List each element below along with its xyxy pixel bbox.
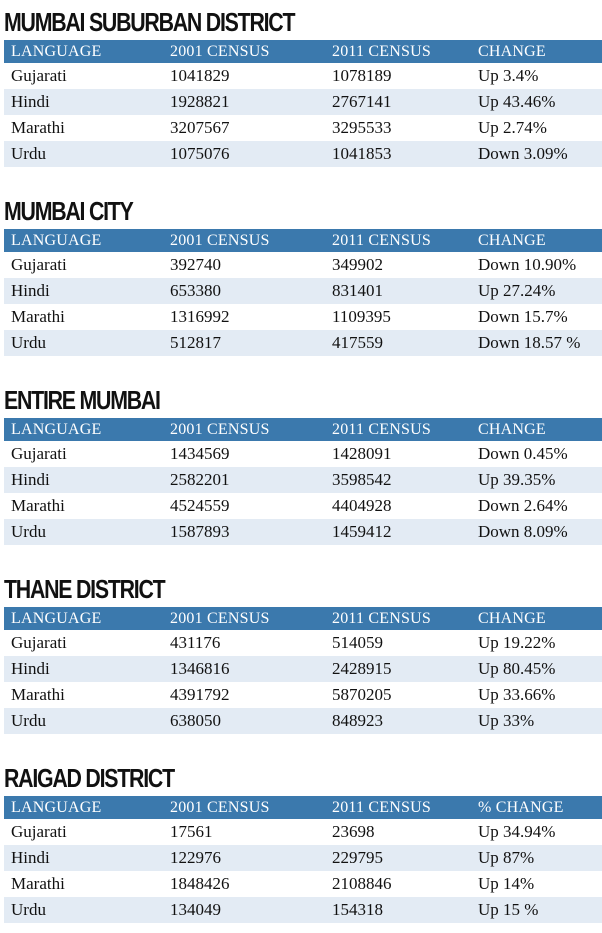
cell-2001-census: 1848426	[170, 874, 230, 893]
column-header-2001-census: 2001 CENSUS	[170, 42, 270, 60]
table-row	[4, 519, 602, 545]
column-header-language: LANGUAGE	[11, 231, 102, 249]
cell-2011-census: 1041853	[332, 144, 392, 163]
column-header-change: CHANGE	[478, 231, 546, 249]
cell-language: Gujarati	[11, 444, 67, 463]
table-row	[4, 63, 602, 89]
table-row	[4, 467, 602, 493]
section-title: MUMBAI CITY	[4, 196, 133, 226]
cell-change: Down 15.7%	[478, 307, 568, 326]
cell-2001-census: 512817	[170, 333, 221, 352]
table-header-row	[4, 229, 602, 252]
cell-language: Marathi	[11, 307, 65, 326]
column-header-2001-census: 2001 CENSUS	[170, 231, 270, 249]
table-row	[4, 493, 602, 519]
cell-2011-census: 349902	[332, 255, 383, 274]
cell-2001-census: 1928821	[170, 92, 230, 111]
table-row	[4, 252, 602, 278]
table-row	[4, 871, 602, 897]
section-title: THANE DISTRICT	[4, 574, 165, 604]
cell-language: Urdu	[11, 900, 46, 919]
cell-change: Up 19.22%	[478, 633, 556, 652]
cell-2001-census: 4524559	[170, 496, 230, 515]
cell-2011-census: 3295533	[332, 118, 392, 137]
section-title: MUMBAI SUBURBAN DISTRICT	[4, 7, 295, 37]
cell-2011-census: 831401	[332, 281, 383, 300]
cell-change: Down 8.09%	[478, 522, 568, 541]
table-row	[4, 441, 602, 467]
column-header-language: LANGUAGE	[11, 609, 102, 627]
column-header-2011-census: 2011 CENSUS	[332, 420, 431, 438]
cell-2001-census: 1075076	[170, 144, 230, 163]
cell-change: Down 2.64%	[478, 496, 568, 515]
table-row	[4, 89, 602, 115]
cell-2011-census: 23698	[332, 822, 375, 841]
table-row	[4, 141, 602, 167]
cell-change: Up 14%	[478, 874, 535, 893]
table-header-row	[4, 607, 602, 630]
cell-2001-census: 1587893	[170, 522, 230, 541]
cell-language: Marathi	[11, 685, 65, 704]
table-row	[4, 708, 602, 734]
table-row	[4, 278, 602, 304]
cell-change: Up 27.24%	[478, 281, 556, 300]
cell-change: Down 10.90%	[478, 255, 577, 274]
column-header-language: LANGUAGE	[11, 798, 102, 816]
cell-2011-census: 417559	[332, 333, 383, 352]
column-header-2011-census: 2011 CENSUS	[332, 231, 431, 249]
cell-2001-census: 431176	[170, 633, 221, 652]
cell-change: Up 34.94%	[478, 822, 556, 841]
cell-change: Up 39.35%	[478, 470, 556, 489]
cell-change: Up 80.45%	[478, 659, 556, 678]
cell-2011-census: 1078189	[332, 66, 392, 85]
cell-change: Down 0.45%	[478, 444, 568, 463]
column-header-change: CHANGE	[478, 420, 546, 438]
column-header-2011-census: 2011 CENSUS	[332, 609, 431, 627]
cell-2001-census: 122976	[170, 848, 221, 867]
column-header-change: CHANGE	[478, 42, 546, 60]
table-row	[4, 630, 602, 656]
cell-2001-census: 1434569	[170, 444, 230, 463]
cell-language: Gujarati	[11, 633, 67, 652]
table-row	[4, 115, 602, 141]
cell-2001-census: 134049	[170, 900, 221, 919]
cell-change: Down 3.09%	[478, 144, 568, 163]
cell-2001-census: 1041829	[170, 66, 230, 85]
section-title: RAIGAD DISTRICT	[4, 763, 174, 793]
cell-2001-census: 3207567	[170, 118, 230, 137]
cell-language: Marathi	[11, 496, 65, 515]
data-table	[4, 796, 602, 923]
column-header-2011-census: 2011 CENSUS	[332, 798, 431, 816]
data-table	[4, 40, 602, 167]
cell-language: Gujarati	[11, 822, 67, 841]
cell-change: Up 33.66%	[478, 685, 556, 704]
cell-2001-census: 1346816	[170, 659, 230, 678]
cell-2011-census: 2428915	[332, 659, 392, 678]
cell-language: Marathi	[11, 874, 65, 893]
cell-2011-census: 2108846	[332, 874, 392, 893]
cell-language: Urdu	[11, 333, 46, 352]
table-row	[4, 682, 602, 708]
cell-language: Urdu	[11, 711, 46, 730]
column-header-language: LANGUAGE	[11, 420, 102, 438]
cell-2011-census: 514059	[332, 633, 383, 652]
table-header-row	[4, 418, 602, 441]
cell-language: Hindi	[11, 848, 50, 867]
table-header-row	[4, 796, 602, 819]
column-header-language: LANGUAGE	[11, 42, 102, 60]
cell-2001-census: 653380	[170, 281, 221, 300]
cell-2001-census: 392740	[170, 255, 221, 274]
cell-language: Gujarati	[11, 255, 67, 274]
cell-2011-census: 229795	[332, 848, 383, 867]
table-row	[4, 330, 602, 356]
cell-language: Hindi	[11, 92, 50, 111]
table-row	[4, 304, 602, 330]
cell-2011-census: 1428091	[332, 444, 392, 463]
cell-change: Up 3.4%	[478, 66, 539, 85]
cell-2011-census: 3598542	[332, 470, 392, 489]
cell-language: Urdu	[11, 522, 46, 541]
cell-language: Hindi	[11, 470, 50, 489]
cell-2001-census: 1316992	[170, 307, 230, 326]
section-title: ENTIRE MUMBAI	[4, 385, 160, 415]
data-table	[4, 607, 602, 734]
table-row	[4, 897, 602, 923]
table-header-row	[4, 40, 602, 63]
column-header-2001-census: 2001 CENSUS	[170, 798, 270, 816]
data-table	[4, 229, 602, 356]
column-header-2001-census: 2001 CENSUS	[170, 420, 270, 438]
column-header-percent-change: % CHANGE	[478, 798, 564, 816]
column-header-2011-census: 2011 CENSUS	[332, 42, 431, 60]
cell-language: Hindi	[11, 659, 50, 678]
cell-2001-census: 4391792	[170, 685, 230, 704]
table-row	[4, 819, 602, 845]
column-header-change: CHANGE	[478, 609, 546, 627]
cell-change: Up 15 %	[478, 900, 539, 919]
cell-language: Hindi	[11, 281, 50, 300]
cell-change: Up 87%	[478, 848, 535, 867]
table-row	[4, 845, 602, 871]
cell-2011-census: 848923	[332, 711, 383, 730]
cell-2001-census: 17561	[170, 822, 213, 841]
column-header-2001-census: 2001 CENSUS	[170, 609, 270, 627]
cell-2001-census: 638050	[170, 711, 221, 730]
cell-language: Marathi	[11, 118, 65, 137]
cell-language: Urdu	[11, 144, 46, 163]
data-table	[4, 418, 602, 545]
cell-2011-census: 4404928	[332, 496, 392, 515]
cell-2011-census: 1459412	[332, 522, 392, 541]
cell-2001-census: 2582201	[170, 470, 230, 489]
cell-change: Up 33%	[478, 711, 535, 730]
table-row	[4, 656, 602, 682]
cell-2011-census: 2767141	[332, 92, 392, 111]
cell-2011-census: 5870205	[332, 685, 392, 704]
cell-2011-census: 1109395	[332, 307, 391, 326]
cell-2011-census: 154318	[332, 900, 383, 919]
cell-language: Gujarati	[11, 66, 67, 85]
cell-change: Down 18.57 %	[478, 333, 581, 352]
cell-change: Up 2.74%	[478, 118, 547, 137]
cell-change: Up 43.46%	[478, 92, 556, 111]
